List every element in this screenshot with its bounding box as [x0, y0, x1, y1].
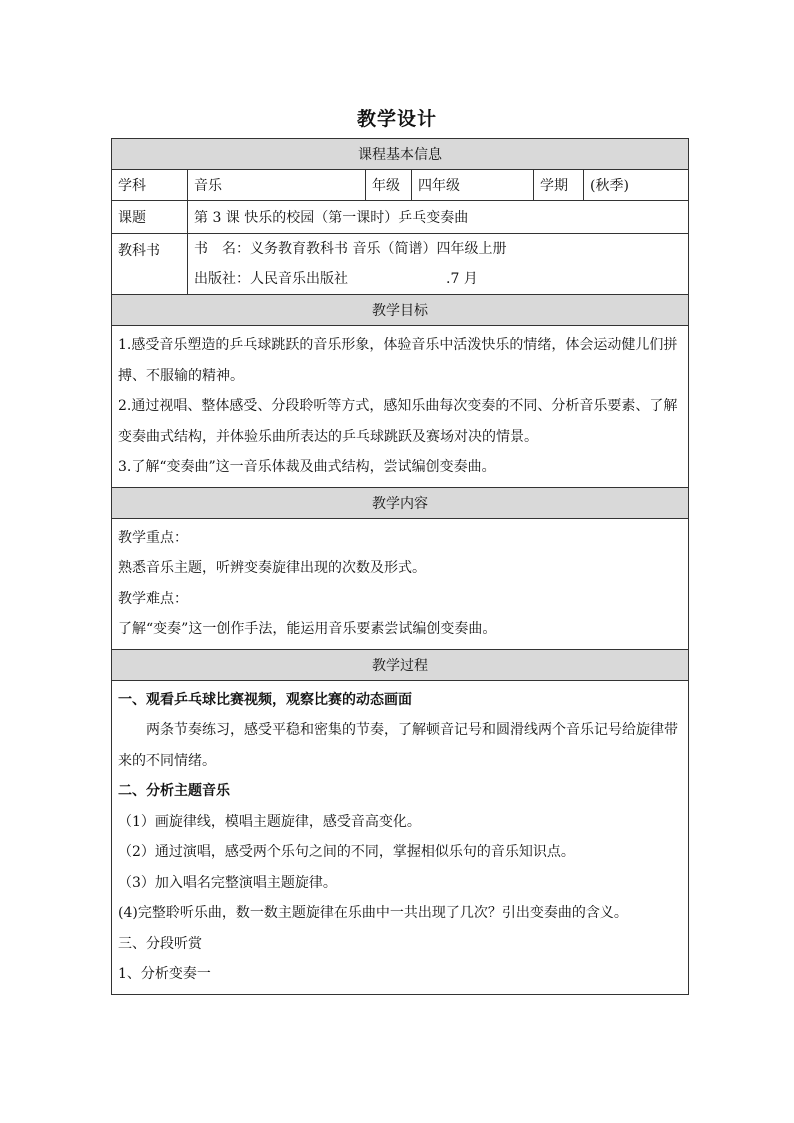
objective-item: 2.通过视唱、整体感受、分段聆听等方式，感知乐曲每次变奏的不同、分析音乐要素、了解变奏曲式结构，并体验乐曲所表达的乒乓球跳跃及赛场对决的情景。 — [118, 398, 678, 445]
process-subsection: 1、分析变奏一 — [118, 966, 211, 982]
textbook-label: 教科书 — [112, 234, 188, 295]
basic-info-header: 课程基本信息 — [112, 139, 689, 170]
objectives-row — [112, 326, 689, 488]
content-header: 教学内容 — [112, 487, 689, 518]
page-title: 教学设计 — [356, 108, 437, 130]
difficulty-text: 了解“变奏”这一创作手法，能运用音乐要素尝试编创变奏曲。 — [118, 621, 497, 637]
objective-item: 3.了解“变奏曲”这一音乐体裁及曲式结构，尝试编创变奏曲。 — [118, 459, 496, 475]
grade-value: 四年级 — [412, 170, 534, 201]
process-step: （1）画旋律线，模唱主题旋律，感受音高变化。 — [118, 813, 421, 830]
key-point-label: 教学重点： — [118, 529, 188, 546]
subject-value: 音乐 — [188, 170, 366, 201]
term-label: 学期 — [534, 170, 584, 201]
textbook-row — [112, 234, 689, 295]
subject-label: 学科 — [112, 170, 188, 201]
textbook-name-line: 书 名：义务教育教科书 音乐（简谱）四年级上册 — [194, 241, 507, 257]
basic-info-header-row — [112, 139, 689, 170]
difficulty-label: 教学难点： — [118, 590, 188, 607]
process-header-row — [112, 649, 689, 680]
process-row — [112, 680, 689, 994]
content-row — [112, 518, 689, 649]
textbook-publisher-line: 出版社：人民音乐出版社 .7 月 — [194, 271, 478, 287]
process-section-text: 两条节奏练习，感受平稳和密集的节奏，了解顿音记号和圆滑线两个音乐记号给旋律带来的不同情绪。 — [118, 722, 678, 769]
objective-item: 1.感受音乐塑造的乒乓球跳跃的音乐形象，体验音乐中活泼快乐的情绪，体会运动健儿们拼搏、不服输的精神。 — [118, 337, 678, 384]
grade-label: 年级 — [366, 170, 412, 201]
content-header-row — [112, 487, 689, 518]
subject-row — [112, 170, 689, 201]
lesson-row — [112, 201, 689, 234]
lesson-plan-table — [111, 138, 689, 995]
term-value: (秋季) — [584, 170, 689, 201]
objectives-header: 教学目标 — [112, 295, 689, 326]
process-step: (4)完整聆听乐曲，数一数主题旋律在乐曲中一共出现了几次？引出变奏曲的含义。 — [118, 905, 628, 921]
process-step: （2）通过演唱，感受两个乐句之间的不同，掌握相似乐句的音乐知识点。 — [118, 844, 575, 860]
process-section-title: 二、分析主题音乐 — [118, 783, 230, 799]
process-step: （3）加入唱名完整演唱主题旋律。 — [118, 874, 337, 891]
process-section-title: 一、观看乒乓球比赛视频，观察比赛的动态画面 — [118, 691, 412, 708]
key-point-text: 熟悉音乐主题，听辨变奏旋律出现的次数及形式。 — [118, 560, 426, 576]
lesson-value: 第 3 课 快乐的校园（第一课时）乒乓变奏曲 — [188, 201, 689, 234]
process-section-title: 三、分段听赏 — [118, 935, 202, 952]
lesson-label: 课题 — [112, 201, 188, 234]
process-header: 教学过程 — [112, 649, 689, 680]
objectives-header-row — [112, 295, 689, 326]
